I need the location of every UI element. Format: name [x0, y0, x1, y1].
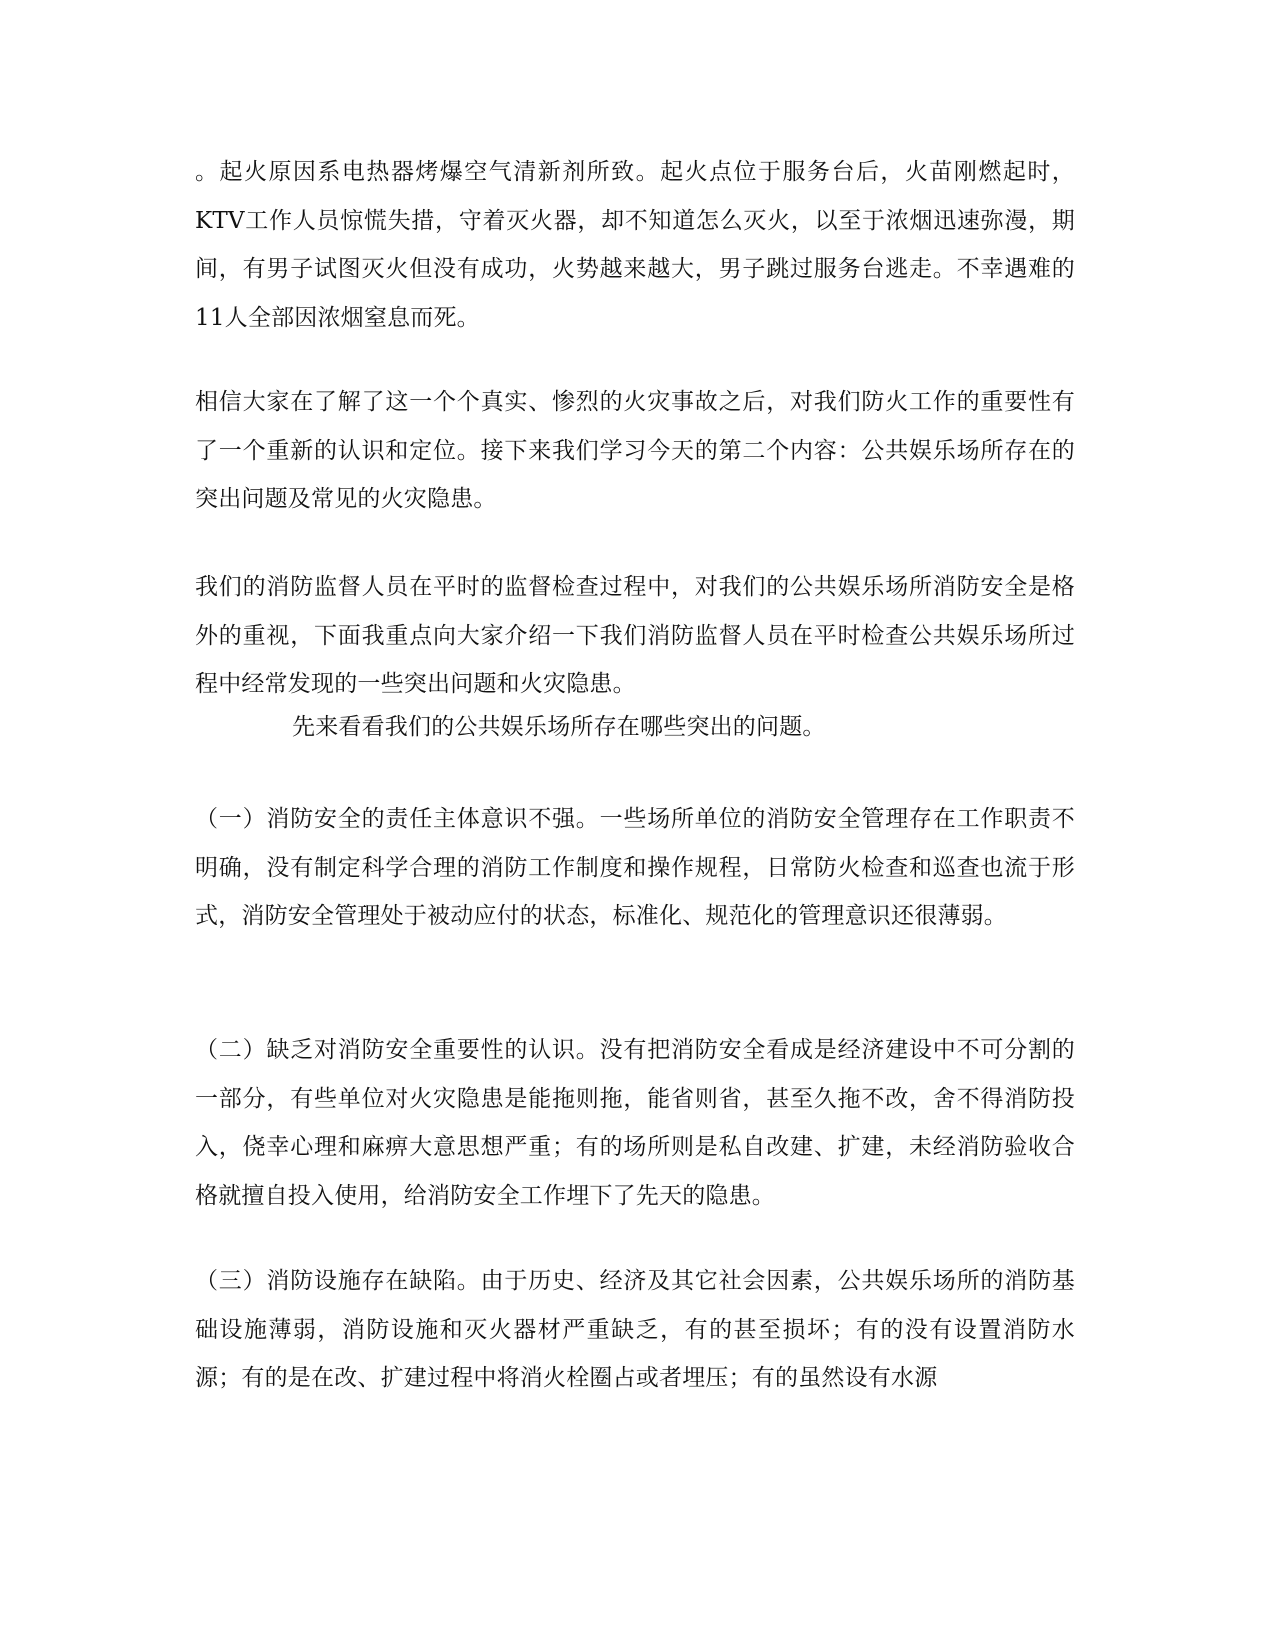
- paragraph-ktv-fire-account: 。起火原因系电热器烤爆空气清新剂所致。起火点位于服务台后，火苗刚燃起时，KTV工作人员惊慌失措，守着灭火器，却不知道怎么灭火，以至于浓烟迅速弥漫，期间，有男子试图灭火但没有成功，火势越来越大，男子跳过服务台逃走。不幸遇难的11人全部因浓烟窒息而死。: [195, 159, 1075, 331]
- paragraph-problems-lead-in: 先来看看我们的公共娱乐场所存在哪些突出的问题。: [292, 714, 826, 740]
- paragraph-problem-three: （三）消防设施存在缺陷。由于历史、经济及其它社会因素，公共娱乐场所的消防基础设施薄弱，消防设施和灭火器材严重缺乏，有的甚至损坏；有的没有设置消防水源；有的是在改、扩建过程中将消火栓圈占或者埋压；有的虽然设有水源: [195, 1268, 1075, 1392]
- paragraph-problem-one: （一）消防安全的责任主体意识不强。一些场所单位的消防安全管理存在工作职责不明确，没有制定科学合理的消防工作制度和操作规程，日常防火检查和巡查也流于形式，消防安全管理处于被动应付的状态，标准化、规范化的管理意识还很薄弱。: [195, 806, 1075, 930]
- paragraph-inspection-introduction: 我们的消防监督人员在平时的监督检查过程中，对我们的公共娱乐场所消防安全是格外的重视，下面我重点向大家介绍一下我们消防监督人员在平时检查公共娱乐场所过程中经常发现的一些突出问题和火灾隐患。: [195, 574, 1075, 698]
- paragraph-transition-to-second-topic: 相信大家在了解了这一个个真实、惨烈的火灾事故之后，对我们防火工作的重要性有了一个重新的认识和定位。接下来我们学习今天的第二个内容：公共娱乐场所存在的突出问题及常见的火灾隐患。: [195, 389, 1075, 513]
- paragraph-problem-two: （二）缺乏对消防安全重要性的认识。没有把消防安全看成是经济建设中不可分割的一部分，有些单位对火灾隐患是能拖则拖，能省则省，甚至久拖不改，舍不得消防投入，侥幸心理和麻痹大意思想严重；有的场所则是私自改建、扩建，未经消防验收合格就擅自投入使用，给消防安全工作埋下了先天的隐患。: [195, 1037, 1075, 1209]
